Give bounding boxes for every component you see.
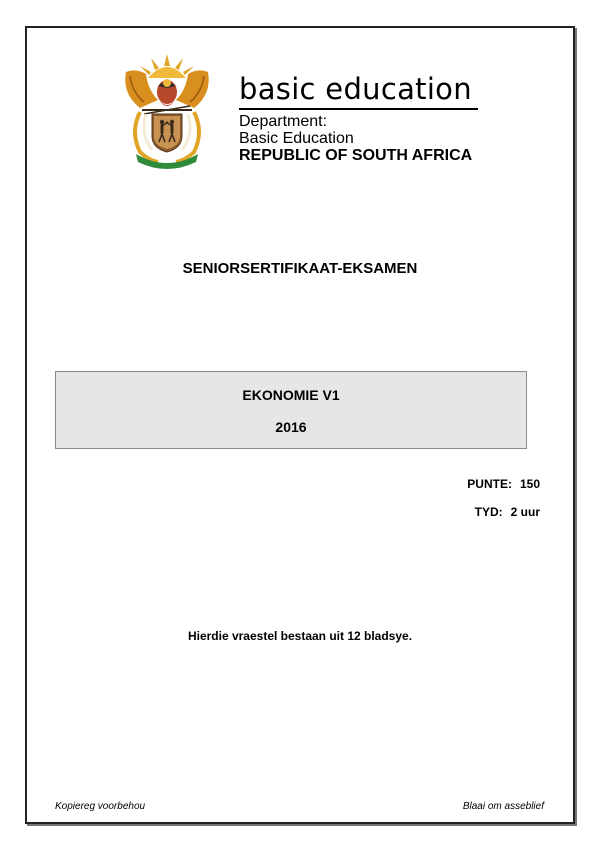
department-label: Department: xyxy=(239,113,328,130)
brand-divider xyxy=(239,108,478,110)
turn-over-footer: Blaai om asseblief xyxy=(462,801,544,812)
exam-title: SENIORSERTIFIKAAT-EKSAMEN xyxy=(182,260,418,277)
time-value: 2 uur xyxy=(510,505,540,519)
page-count-note: Hierdie vraestel bestaan uit 12 bladsye. xyxy=(187,629,413,643)
marks-line xyxy=(467,477,540,491)
country-name: REPUBLIC OF SOUTH AFRICA xyxy=(239,147,473,164)
department-name: Basic Education xyxy=(239,130,354,147)
marks-value: 150 xyxy=(519,477,540,491)
coat-of-arms-emblem xyxy=(118,52,216,170)
copyright-footer: Kopiereg voorbehou xyxy=(55,801,146,812)
brand-title: basic education xyxy=(239,72,472,106)
subject-box xyxy=(55,371,527,449)
exam-year: 2016 xyxy=(275,419,307,435)
sun-disc xyxy=(148,67,186,78)
time-line xyxy=(475,505,540,519)
time-label: TYD: xyxy=(474,505,503,519)
subject-name: EKONOMIE V1 xyxy=(242,387,340,403)
marks-label: PUNTE: xyxy=(467,477,512,491)
